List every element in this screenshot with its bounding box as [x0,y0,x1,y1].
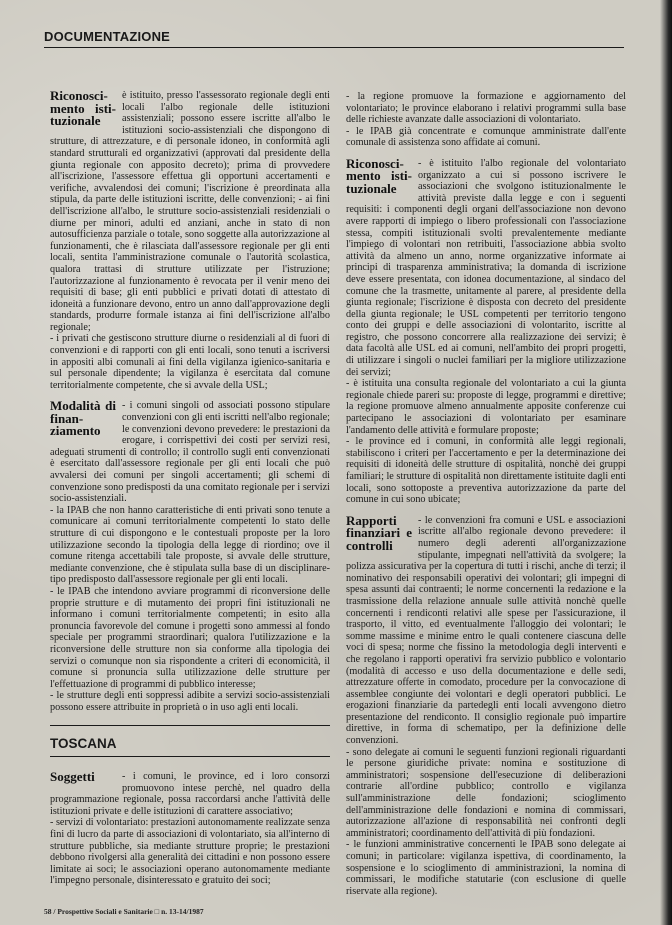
block-rapporti-finanziari [346,515,626,898]
block-soggetti [50,771,330,887]
region-title: TOSCANA [50,736,117,752]
paragraph: - le IPAB già concentrate e comunque amministrate dall'ente comunale di assistenza sono affidate ai comuni. [346,125,626,149]
paragraph: - i comuni singoli od associati possono stipulare convenzioni con gli enti iscritti nell'albo regionale; le convenzioni devono prevedere: le prestazioni da erogare, i corrispettivi dei costi per servizi resi, adeguati strumenti di controllo; il controllo sugli enti convenzionati è esercitato dall'assessore regionale per gli enti locali che può avvalersi dei comuni per singoli accertamenti; gli schemi di convenzione sono predisposti da una comitato regionale per i servizi socio-assistenziali. [50,400,330,505]
paragraph: - la IPAB che non hanno caratteristiche di enti privati sono tenute a comunicare ai comuni territorialmente competenti lo stato delle strutture di cui dispongono e le contestuali proposte per la loro utilizzazione secondo la tipologia della legge di riordino; ove il comune ritenga accettabili tale proposte, si avvale delle strutture, mediante convenzione, che è stipulata sulla base di un disciplinare-tipo predisposto dall'assessore regionale per gli enti locali. [50,504,330,586]
side-title: Riconosci-mento isti-tuzionale [346,157,412,196]
side-title: Riconosci-mento isti-tuzionale [50,90,116,128]
side-title: Soggetti [50,771,95,785]
paragraph: - le IPAB che intendono avviare programmi di riconversione delle proprie strutture e di mutamento dei propri fini istituzionali ne informano i comuni territorialmente competenti; in esito alla pronuncia favorevole del comune i progetti sono ammessi al fondo speciale per programmi straordinari; qualora l'utilizzazione e la riconversione delle strutture non sia conforme alla tipologia dei servizi o comunque non sia rispondente a criteri di economicità, il comune si pronuncia sulla utilizzazione delle strutture per l'effettuazione di programmi di pubblico interesse; [50,585,330,690]
section-divider [50,756,330,757]
side-title: Modalità di finan-ziamento [50,400,116,439]
paragraph: - le province ed i comuni, in conformità alle leggi regionali, stabiliscono i criteri per l'accertamento e per la determinazione dei requisiti di idoneità delle strutture di ospitalità, nonchè dei gruppi familiari; le strutture di ospitalità non direttamente istituite dagli enti locali, sono sottoposte a preventiva autorizzazione da parte del comune in cui sono ubicate; [346,436,626,506]
left-column [50,90,330,896]
page-footer: 58 / Prospettive Sociali e Sanitarie □ n. 13-14/1987 [44,907,204,916]
block-intro [346,91,626,149]
page-header [44,28,624,48]
paragraph: - i privati che gestiscono strutture diurne o residenziali al di fuori di convenzioni e di rapporti con gli enti locali, sono tenuti a iscriversi in appositi albi comunali ai fini della vigilanza igienico-sanitaria e sul personale dipendente; la vigilanza è esercitata dal comune territorialmente competente, che si avvale della USL; [50,333,330,391]
paragraph: - è istituita una consulta regionale del volontariato a cui la giunta regionale chiede pareri su: proposte di legge, programmi e direttive; la regione promuove almeno annualmente apposite conferenze cui partecipano le associazioni di volontariato per esaminare l'andamento delle attività e formulare proposte; [346,378,626,436]
paragraph: - le strutture degli enti soppressi adibite a servizi socio-assistenziali possono essere attribuite in proprietà o in uso agli enti locali. [50,690,330,713]
paragraph: - la regione promuove la formazione e aggiornamento del volontariato; le province elaborano i relativi programmi sulla base delle richieste avanzate dalle associazioni di volontariato. [346,91,626,126]
paragraph: - le funzioni amministrative concernenti le IPAB sono delegate ai comuni; in particolare: vigilanza ispettiva, di coordinamento, la sospensione e lo scioglimento di amministrazioni, la nomina di commissari, le modifiche statutarie (con esclusione di quelle riservate alla regione). [346,839,626,897]
page-edge-shadow [660,0,672,925]
block-riconoscimento-istituzionale [50,90,330,391]
section-header-title: DOCUMENTAZIONE [44,29,171,44]
paragraph: è istituito, presso l'assessorato regionale degli enti locali l'albo regionale delle istituzioni assistenziali; possono essere iscritte all'albo le istituzioni socio-assistenziali che dispongono di strutture, di attrezzature, e di personale idoneo, in conformità agli standard strutturali ed organizzativi (approvati dal presidente della giunta regionale con apposito decreto); prima di provvedere all'iscrizione, l'assessore effettua gli opportuni accertamenti e verifiche, avvalendosi dei comuni; l'iscrizione è preordinata alla stipula, da parte delle istituzioni iscritte, delle convenzioni; - ai fini dell'iscrizione all'albo, le strutture socio-assistenziali residenziali o diurne per minori, adulti ed anziani, anche in stato di non autosufficienza parziale o totale, sono soggette alla autorizzazione al funzionamenti, che è rilasciata dall'assessore regionale per gli enti locali, sentita l'amministrazione comunale o l'autorità scolastica, qualora trattasi di strutture utilizzate per l'istruzione; l'autorizzazione al funzionamento è revocata per il venir meno dei requisiti di base; gli enti pubblici e privati dotati di attestato di idoneità a funzionare devono, entro un anno dall'approvazione degli standards, produrre formale istanza ai fini dell'iscrizione all'albo regionale; [50,90,330,333]
block-riconoscimento-istituzionale [346,158,626,506]
paragraph: - i comuni, le province, ed i loro consorzi promuovono intese perchè, nel quadro della programmazione regionale, possa raccordarsi anche l'attività delle istituzioni private e delle istituzioni di carattere associativo; [50,771,330,817]
section-divider [50,725,330,726]
side-title: Rapporti finanziari e controlli [346,514,412,553]
paragraph: - servizi di volontariato: prestazioni autonomamente realizzate senza fini di lucro da parte di associazioni di volontariato, sia all'interno di strutture pubbliche, sia mediante strutture proprie; le prestazioni debbono rivolgersi alla generalità dei cittadini e non possono essere limitate ai soci; le associazioni operano autonomamente mediante l'impegno personale, disinteressato e gratuito dei soci; [50,817,330,887]
paragraph: - sono delegate ai comuni le seguenti funzioni regionali riguardanti le persone giuridiche private: nomina e sostituzione di amministratori; sospensione dell'esecuzione di deliberazioni contrarie all'ordine pubblico; controllo e vigilanza sull'amministrazione delle fondazioni; scioglimento dell'amministrazione delle fondazioni e nomina di commissari, autorizzazione all'azione di responsabilità nei confronti degli amministratori; coordinamento dell'attività di più fondazioni. [346,746,626,839]
right-column [346,91,626,906]
block-modalita-finanziamento [50,400,330,713]
paragraph: - è istituito l'albo regionale del volontariato organizzato a cui si possono iscrivere le associazioni che svolgono istituzionalmente le attività previste dalla legge e con i seguenti requisiti: i componenti degli organi dell'associazione non devono avere rapporti di impiego o libero professionali con l'associazione stessa, compiti istituzionali svolti prevalentemente mediante l'impiego di volontari non retribuiti, l'associazione abbia svolto attività da almeno un anno, norme organizzative informate ai principi di trasparenza amministrativa; la domanda di iscrizione deve essere presentata, con idonea documentazione, al sindaco del comune che la trasmette, unitamente al parere, al presidente della giunta regionale; l'iscrizione è disposta con decreto del presidente della giunta regionale; le USL competenti per territorio tengono conto dei gruppi e delle associazioni di volontarito, iscritte al registro, che possono concorrere alla realizzazione dei servizi; è data facoltà alle USL ed ai comuni, nell'ambito dei propri progetti, di utilizzare i singoli o nuclei familiari per la migliore utilizzazione dei servizi; [346,157,626,378]
paragraph: - le convenzioni fra comuni e USL e associazioni iscritte all'albo regionale devono prevedere: il numero degli aderenti all'organizzazione stipulante, impegnati nell'attività da svolgere; la polizza assicurativa per la copertura di tutti i rischi, anche di terzi; il nominativo dei responsabili operativi dei volontari; gli impegni di spesa assunti dai contraenti; le norme concernenti la redazione e la trasmissione della relazione annuale sulle attività nonchè quelle concernenti i rendiconti relativi alle spese per l'assicurazione, il trasporto, il vitto, ed eventualmente l'alloggio dei volontari; le somme massime e minime entro le quali contenere ciascuna delle voci di spesa; norme che fissino la metodologia degli interventi e che regolano i rapporti operativi fra servizio pubblico e volontario (modalità di accesso e uso della documentazione e delle sedi, attrezzature offerte in comodato, procedure per la convocazione di assemblee congiunte dei volontari e degli operatori pubblici. Le erogazioni finanziarie da partedegli enti locali avvengono dietro presentazione del rendiconto. Il consiglio regionale può impartire direttive, in forma di schematipo, per la definizione delle convenzioni. [346,514,626,747]
